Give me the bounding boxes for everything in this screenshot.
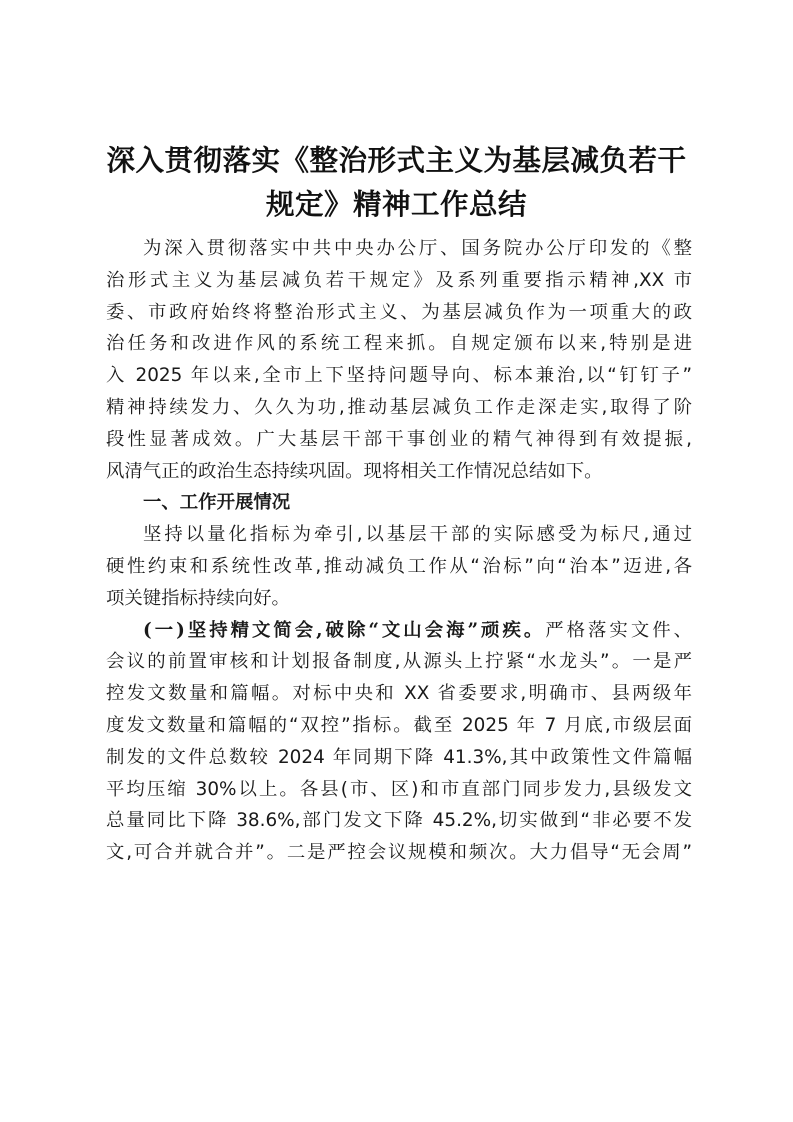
title-line: 规定》精神工作总结 bbox=[265, 187, 527, 221]
intro-line: 为深入贯彻落实中共中央办公厅、国务院办公厅印发的《整 bbox=[143, 238, 692, 259]
section-heading: 一、工作开展情况 bbox=[143, 492, 291, 514]
intro-line: 治任务和改进作风的系统工程来抓。自规定颁布以来,特别是进 bbox=[106, 333, 692, 355]
document-body bbox=[106, 233, 692, 869]
subsection-line: 平均压缩 30%以上。各县(市、区)和市直部门同步发力,县级发文 bbox=[106, 778, 692, 800]
subsection-line: 会议的前置审核和计划报备制度,从源头上拧紧“水龙头”。一是严 bbox=[106, 651, 692, 673]
intro-line: 段性显著成效。广大基层干部干事创业的精气神得到有效提振, bbox=[106, 428, 692, 450]
intro-line: 精神持续发力、久久为功,推动基层减负工作走深走实,取得了阶 bbox=[106, 396, 692, 418]
intro-line: 治形式主义为基层减负若干规定》及系列重要指示精神,XX 市 bbox=[106, 269, 692, 291]
subsection-line: 总量同比下降 38.6%,部门发文下降 45.2%,切实做到“非必要不发 bbox=[106, 810, 692, 832]
document-title bbox=[100, 138, 693, 226]
subsection-first-line bbox=[106, 615, 692, 647]
intro-line: 委、市政府始终将整治形式主义、为基层减负作为一项重大的政 bbox=[106, 301, 692, 323]
section-line: 项关键指标持续向好。 bbox=[106, 587, 290, 609]
subsection-line: 控发文数量和篇幅。对标中央和 XX 省委要求,明确市、县两级年 bbox=[106, 683, 692, 705]
subsection-text: 严格落实文件、 bbox=[545, 619, 692, 641]
title-line: 深入贯彻落实《整治形式主义为基层减负若干 bbox=[106, 143, 687, 177]
section-line: 硬性约束和系统性改革,推动减负工作从“治标”向“治本”迈进,各 bbox=[106, 555, 692, 577]
section-line: 坚持以量化指标为牵引,以基层干部的实际感受为标尺,通过 bbox=[143, 524, 692, 546]
intro-line: 风清气正的政治生态持续巩固。现将相关工作情况总结如下。 bbox=[106, 460, 603, 482]
subsection-heading: (一)坚持精文简会,破除“文山会海”顽疾。 bbox=[143, 619, 546, 641]
subsection-line: 制发的文件总数较 2024 年同期下降 41.3%,其中政策性文件篇幅 bbox=[106, 746, 692, 768]
subsection-line: 度发文数量和篇幅的“双控”指标。截至 2025 年 7 月底,市级层面 bbox=[106, 714, 692, 736]
subsection-line: 文,可合并就合并”。二是严控会议规模和频次。大力倡导“无会周” bbox=[106, 842, 692, 864]
intro-line: 入 2025 年以来,全市上下坚持问题导向、标本兼治,以“钉钉子” bbox=[106, 365, 692, 387]
